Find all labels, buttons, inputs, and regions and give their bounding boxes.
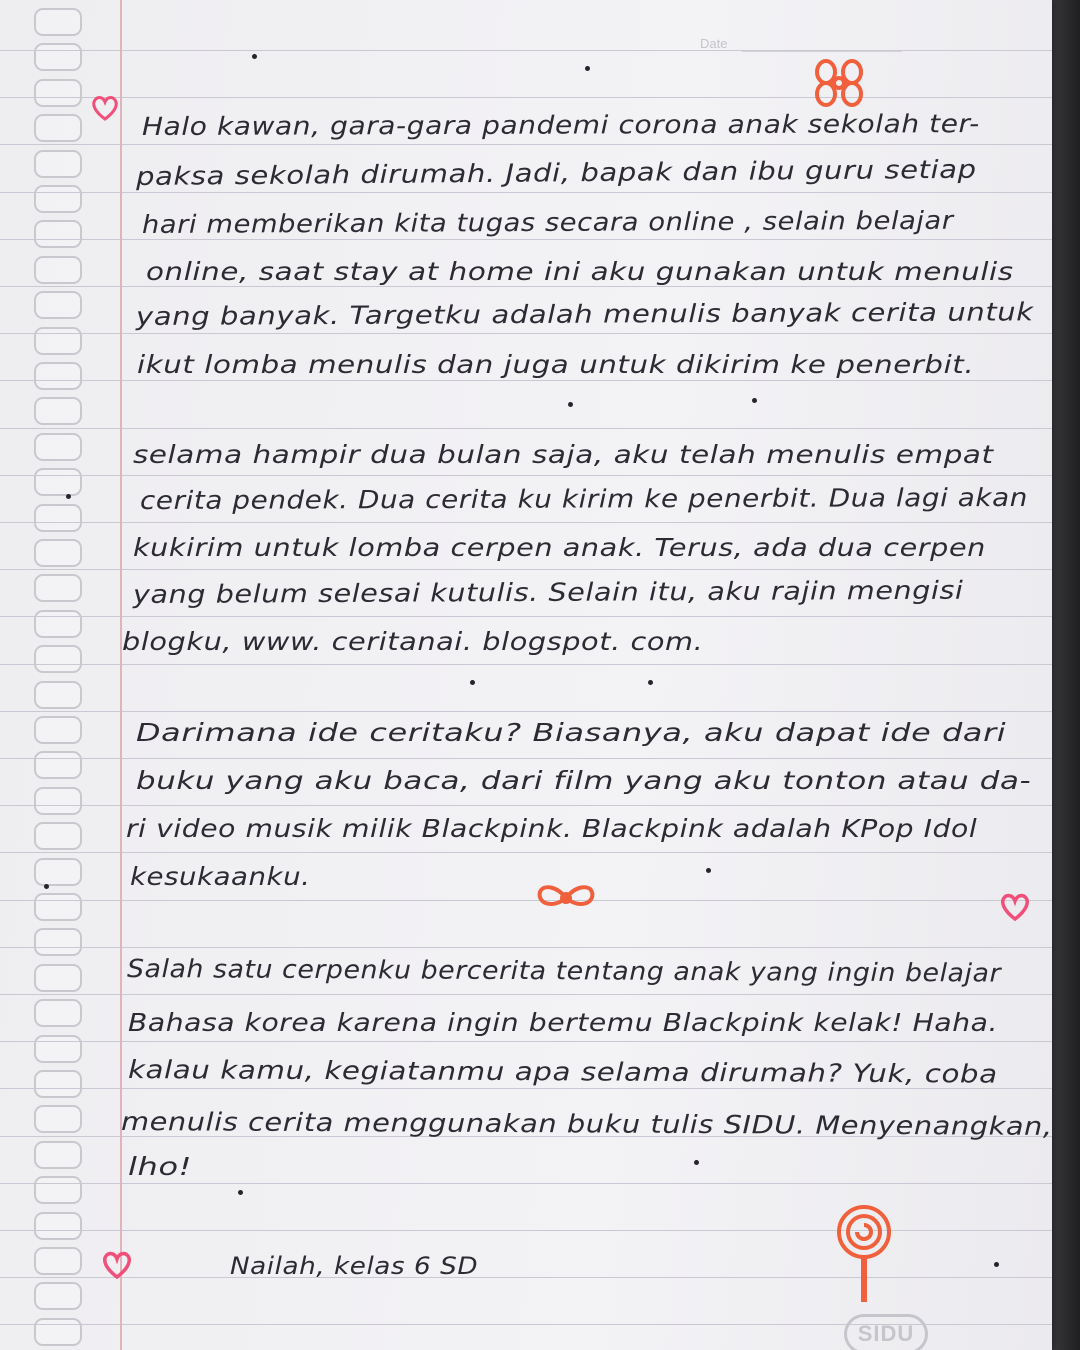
letter-line: selama hampir dua bulan saja, aku telah menulis empat <box>133 440 994 469</box>
letter-line: yang banyak. Targetku adalah menulis banyak cerita untuk <box>135 297 1034 331</box>
pencil-dot <box>648 680 653 685</box>
bow-icon <box>535 880 597 916</box>
pencil-dot <box>752 398 757 403</box>
heart-icon <box>100 1250 134 1280</box>
pencil-dot <box>252 54 257 59</box>
pencil-dot <box>694 1160 699 1165</box>
pencil-dot <box>44 884 49 889</box>
letter-line: kalau kamu, kegiatanmu apa selama dirumah? Yuk, coba <box>127 1055 998 1089</box>
signature: Nailah, kelas 6 SD <box>230 1252 479 1280</box>
letter-line: blogku, www. ceritanai. blogspot. com. <box>122 627 704 656</box>
flower-icon <box>808 56 872 112</box>
letter-line: kukirim untuk lomba cerpen anak. Terus, ada dua cerpen <box>133 533 986 562</box>
letter-line: cerita pendek. Dua cerita ku kirim ke penerbit. Dua lagi akan <box>139 482 1028 515</box>
pencil-dot <box>66 494 71 499</box>
heart-icon <box>90 94 120 122</box>
pencil-dot <box>238 1190 243 1195</box>
letter-line: kesukaanku. <box>130 862 311 891</box>
letter-line: Bahasa korea karena ingin bertemu Blackpink kelak! Haha. <box>128 1008 999 1037</box>
pencil-dot <box>470 680 475 685</box>
letter-line: paksa sekolah dirumah. Jadi, bapak dan ibu guru setiap <box>135 154 977 191</box>
letter-line: ri video musik milik Blackpink. Blackpink adalah KPop Idol <box>126 814 978 843</box>
letter-line: ikut lomba menulis dan juga untuk dikirim ke penerbit. <box>137 350 975 379</box>
lollipop-icon <box>832 1202 896 1308</box>
letter-line: Salah satu cerpenku bercerita tentang anak yang ingin belajar <box>126 954 1002 988</box>
pencil-dot <box>568 402 573 407</box>
letter-line: online, saat stay at home ini aku gunakan untuk menulis <box>146 257 1014 286</box>
letter-line: menulis cerita menggunakan buku tulis SIDU. Menyenangkan, <box>120 1107 1053 1141</box>
sidu-logo: SIDU <box>844 1314 928 1350</box>
pencil-dot <box>994 1262 999 1267</box>
letter-line: yang belum selesai kutulis. Selain itu, aku rajin mengisi <box>132 575 964 609</box>
letter-line: Halo kawan, gara-gara pandemi corona anak sekolah ter- <box>141 109 980 141</box>
date-label: Date <box>700 36 728 51</box>
heart-icon <box>998 892 1032 922</box>
letter-line: lho! <box>128 1152 193 1181</box>
pencil-dot <box>706 868 711 873</box>
letter-line: buku yang aku baca, dari film yang aku tonton atau da- <box>136 766 1032 795</box>
letter-line: Darimana ide ceritaku? Biasanya, aku dapat ide dari <box>136 718 1007 747</box>
letter-line: hari memberikan kita tugas secara online , selain belajar <box>141 205 954 239</box>
notebook-cover-edge <box>1050 0 1080 1350</box>
pencil-dot <box>585 66 590 71</box>
